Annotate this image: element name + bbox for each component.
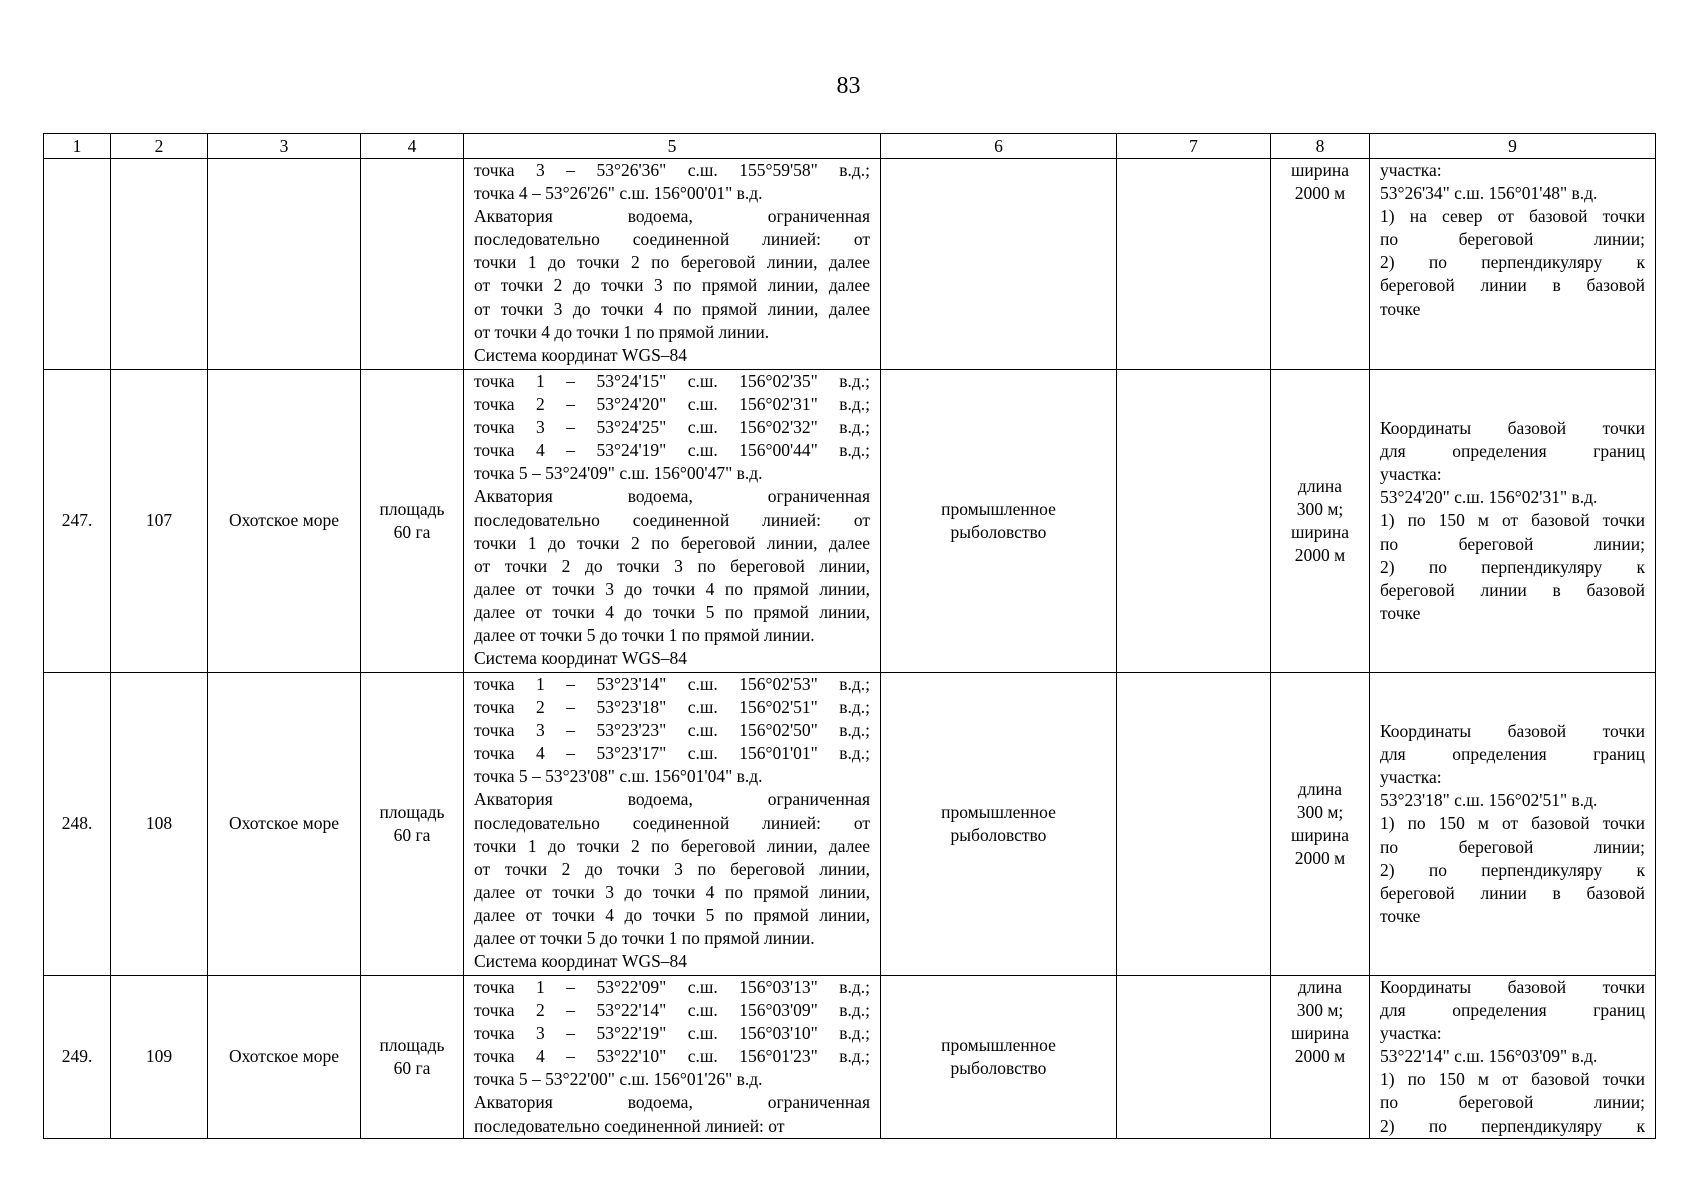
cell-area-line: площадь [379, 1034, 445, 1055]
cell-dimensions-line: длина [1297, 475, 1343, 496]
cell-boundary-description-line: точка 3 – 53°24'25" с.ш. 156°02'32" в.д.; [474, 417, 870, 438]
cell-base-point-line: береговой линии в базовой [1380, 275, 1645, 296]
table-header-row [44, 134, 1656, 159]
cell-dimensions-line: 2000 м [1294, 183, 1346, 204]
cell-purpose-line: рыболовство [950, 825, 1047, 845]
cell-boundary-description-line: точка 3 – 53°26'36" с.ш. 155°59'58" в.д.; [474, 160, 870, 180]
cell-base-point [1370, 370, 1656, 673]
table-row [44, 370, 1656, 673]
cell-base-point-line: 53°22'14" с.ш. 156°03'09" в.д. [1380, 1046, 1598, 1067]
cell-boundary-description-line: точки 1 до точки 2 по береговой линии, далее [474, 835, 870, 856]
cell-base-point-line: участка: [1380, 1023, 1442, 1044]
cell-dimensions-line: ширина [1290, 1023, 1350, 1044]
cell-boundary-description-line: Акватория водоема, ограниченная [474, 1092, 870, 1113]
cell-boundary-description-line: точка 3 – 53°22'19" с.ш. 156°03'10" в.д.; [474, 1023, 870, 1044]
cell-area [361, 673, 464, 976]
cell-extra [1117, 370, 1271, 673]
cell-base-point [1370, 159, 1656, 370]
cell-site-number: 109 [111, 976, 208, 1139]
table-row [44, 673, 1656, 976]
cell-boundary-description-line: от точки 2 до точки 3 по прямой линии, далее [474, 275, 870, 296]
cell-dimensions-line: 300 м; [1296, 498, 1344, 519]
cell-dimensions-line: 300 м; [1296, 1000, 1344, 1021]
cell-purpose-line: промышленное [941, 498, 1056, 519]
cell-area-line: площадь [379, 498, 445, 519]
column-header: 1 [44, 134, 111, 159]
cell-purpose-line: рыболовство [950, 1057, 1047, 1078]
cell-boundary-description-line: далее от точки 3 до точки 4 по прямой линии, [474, 578, 870, 599]
cell-boundary-description-line: точка 5 – 53°23'08" с.ш. 156°01'04" в.д. [474, 766, 763, 787]
column-header: 3 [208, 134, 361, 159]
cell-base-point-line: 53°24'20" с.ш. 156°02'31" в.д. [1380, 487, 1598, 508]
cell-boundary-description-line: далее от точки 4 до точки 5 по прямой линии, [474, 904, 870, 925]
cell-boundary-description-line: от точки 4 до точки 1 по прямой линии. [474, 321, 770, 342]
cell-purpose-line: промышленное [941, 801, 1056, 822]
cell-dimensions [1271, 370, 1370, 673]
cell-boundary-description-line: точка 2 – 53°22'14" с.ш. 156°03'09" в.д.; [474, 1000, 870, 1021]
cell-dimensions [1271, 673, 1370, 976]
cell-purpose [881, 976, 1117, 1139]
cell-base-point-line: Координаты базовой точки [1380, 721, 1645, 742]
cell-base-point-line: Координаты базовой точки [1380, 977, 1645, 997]
cell-boundary-description-line: от точки 2 до точки 3 по береговой линии, [474, 858, 870, 879]
cell-purpose [881, 370, 1117, 673]
page-number: 83 [836, 73, 861, 99]
cell-boundary-description-line: от точки 3 до точки 4 по прямой линии, далее [474, 298, 870, 319]
column-header: 8 [1271, 134, 1370, 159]
cell-base-point-line: точке [1380, 602, 1421, 623]
cell-base-point-line: участка: [1380, 464, 1442, 485]
cell-base-point [1370, 976, 1656, 1139]
cell-boundary-description [464, 673, 881, 976]
cell-base-point-line: точке [1380, 905, 1421, 926]
column-header: 6 [881, 134, 1117, 159]
cell-boundary-description [464, 159, 881, 370]
cell-base-point-line: 2) по перпендикуляру к [1380, 252, 1645, 273]
cell-boundary-description-line: далее от точки 4 до точки 5 по прямой линии, [474, 601, 870, 622]
cell-extra [1117, 159, 1271, 370]
cell-base-point-line: 2) по перпендикуляру к [1380, 1115, 1645, 1136]
cell-area [361, 159, 464, 370]
cell-base-point-line: участка: [1380, 767, 1442, 788]
column-header: 9 [1370, 134, 1656, 159]
cell-dimensions-line: 300 м; [1296, 801, 1344, 822]
cell-purpose [881, 159, 1117, 370]
cell-extra [1117, 976, 1271, 1139]
cell-base-point-line: 53°23'18" с.ш. 156°02'51" в.д. [1380, 790, 1598, 811]
cell-boundary-description-line: точка 4 – 53°23'17" с.ш. 156°01'01" в.д.; [474, 743, 870, 764]
cell-boundary-description-line: точка 1 – 53°23'14" с.ш. 156°02'53" в.д.; [474, 674, 870, 694]
cell-boundary-description-line: точка 4 – 53°26'26" с.ш. 156°00'01" в.д. [474, 183, 763, 204]
cell-boundary-description-line: последовательно соединенной линией: от [474, 812, 870, 833]
cell-purpose-line: промышленное [941, 1034, 1056, 1055]
column-header: 2 [111, 134, 208, 159]
column-header: 5 [464, 134, 881, 159]
cell-base-point-line: для определения границ [1380, 441, 1645, 462]
cell-row-number: 248. [44, 673, 111, 976]
column-header: 4 [361, 134, 464, 159]
cell-boundary-description [464, 370, 881, 673]
cell-boundary-description-line: точка 4 – 53°24'19" с.ш. 156°00'44" в.д.; [474, 440, 870, 461]
cell-row-number: 249. [44, 976, 111, 1139]
cell-base-point-line: точке [1380, 298, 1421, 319]
cell-site-number [111, 159, 208, 370]
cell-base-point-line: 2) по перпендикуляру к [1380, 859, 1645, 880]
cell-boundary-description-line: точка 1 – 53°24'15" с.ш. 156°02'35" в.д.; [474, 371, 870, 391]
cell-base-point-line: по береговой линии; [1380, 1092, 1645, 1113]
cell-dimensions-line: 2000 м [1294, 1046, 1346, 1067]
cell-base-point [1370, 673, 1656, 976]
cell-boundary-description-line: точка 1 – 53°22'09" с.ш. 156°03'13" в.д.; [474, 977, 870, 997]
cell-base-point-line: по береговой линии; [1380, 836, 1645, 857]
cell-boundary-description-line: точка 5 – 53°22'00" с.ш. 156°01'26" в.д. [474, 1069, 763, 1090]
cell-base-point-line: Координаты базовой точки [1380, 418, 1645, 439]
cell-boundary-description [464, 976, 881, 1139]
cell-base-point-line: 1) на север от базовой точки [1380, 206, 1645, 227]
cell-dimensions-line: ширина [1290, 825, 1350, 845]
cell-dimensions [1271, 976, 1370, 1139]
cell-boundary-description-line: Система координат WGS–84 [474, 344, 688, 365]
cell-boundary-description-line: точки 1 до точки 2 по береговой линии, далее [474, 532, 870, 553]
cell-dimensions-line: длина [1297, 977, 1343, 997]
cell-base-point-line: для определения границ [1380, 1000, 1645, 1021]
cell-boundary-description-line: Система координат WGS–84 [474, 951, 688, 972]
cell-row-number [44, 159, 111, 370]
cell-boundary-description-line: Система координат WGS–84 [474, 648, 688, 669]
cell-boundary-description-line: Акватория водоема, ограниченная [474, 486, 870, 507]
cell-boundary-description-line: точка 5 – 53°24'09" с.ш. 156°00'47" в.д. [474, 463, 763, 484]
cell-boundary-description-line: Акватория водоема, ограниченная [474, 206, 870, 227]
cell-base-point-line: 2) по перпендикуляру к [1380, 556, 1645, 577]
cell-base-point-line: по береговой линии; [1380, 533, 1645, 554]
cell-dimensions-line: длина [1297, 778, 1343, 799]
cell-area [361, 370, 464, 673]
cell-boundary-description-line: последовательно соединенной линией: от [474, 229, 870, 250]
cell-water-body [208, 159, 361, 370]
cell-boundary-description-line: точка 2 – 53°23'18" с.ш. 156°02'51" в.д.; [474, 697, 870, 718]
register-table [43, 133, 1656, 1139]
cell-area-line: 60 га [393, 522, 431, 542]
cell-dimensions-line: ширина [1290, 160, 1350, 180]
cell-purpose-line: рыболовство [950, 522, 1047, 542]
cell-boundary-description-line: Акватория водоема, ограниченная [474, 789, 870, 810]
cell-boundary-description-line: далее от точки 5 до точки 1 по прямой линии. [474, 625, 815, 646]
cell-boundary-description-line: далее от точки 5 до точки 1 по прямой линии. [474, 928, 815, 949]
cell-boundary-description-line: последовательно соединенной линией: от [474, 1115, 785, 1136]
cell-water-body: Охотское море [208, 976, 361, 1139]
column-header: 7 [1117, 134, 1271, 159]
cell-boundary-description-line: точка 3 – 53°23'23" с.ш. 156°02'50" в.д.; [474, 720, 870, 741]
cell-water-body: Охотское море [208, 673, 361, 976]
cell-site-number: 107 [111, 370, 208, 673]
cell-base-point-line: 1) по 150 м от базовой точки [1380, 510, 1645, 531]
cell-base-point-line: по береговой линии; [1380, 229, 1645, 250]
cell-boundary-description-line: последовательно соединенной линией: от [474, 509, 870, 530]
cell-base-point-line: для определения границ [1380, 744, 1645, 765]
cell-dimensions-line: 2000 м [1294, 848, 1346, 869]
table-row [44, 976, 1656, 1139]
cell-boundary-description-line: от точки 2 до точки 3 по береговой линии, [474, 555, 870, 576]
cell-base-point-line: участка: [1380, 160, 1442, 180]
cell-dimensions [1271, 159, 1370, 370]
cell-base-point-line: береговой линии в базовой [1380, 882, 1645, 903]
cell-water-body: Охотское море [208, 370, 361, 673]
cell-boundary-description-line: далее от точки 3 до точки 4 по прямой линии, [474, 881, 870, 902]
cell-row-number: 247. [44, 370, 111, 673]
cell-site-number: 108 [111, 673, 208, 976]
table-row [44, 159, 1656, 370]
cell-extra [1117, 673, 1271, 976]
cell-area-line: 60 га [393, 1057, 431, 1078]
cell-boundary-description-line: точка 4 – 53°22'10" с.ш. 156°01'23" в.д.; [474, 1046, 870, 1067]
cell-boundary-description-line: точки 1 до точки 2 по береговой линии, далее [474, 252, 870, 273]
cell-dimensions-line: ширина [1290, 522, 1350, 542]
cell-base-point-line: 1) по 150 м от базовой точки [1380, 1069, 1645, 1090]
cell-area [361, 976, 464, 1139]
cell-base-point-line: береговой линии в базовой [1380, 579, 1645, 600]
cell-base-point-line: 53°26'34" с.ш. 156°01'48" в.д. [1380, 183, 1598, 204]
cell-base-point-line: 1) по 150 м от базовой точки [1380, 813, 1645, 834]
cell-dimensions-line: 2000 м [1294, 545, 1346, 566]
cell-boundary-description-line: точка 2 – 53°24'20" с.ш. 156°02'31" в.д.; [474, 394, 870, 415]
cell-purpose [881, 673, 1117, 976]
cell-area-line: площадь [379, 801, 445, 822]
cell-area-line: 60 га [393, 825, 431, 845]
